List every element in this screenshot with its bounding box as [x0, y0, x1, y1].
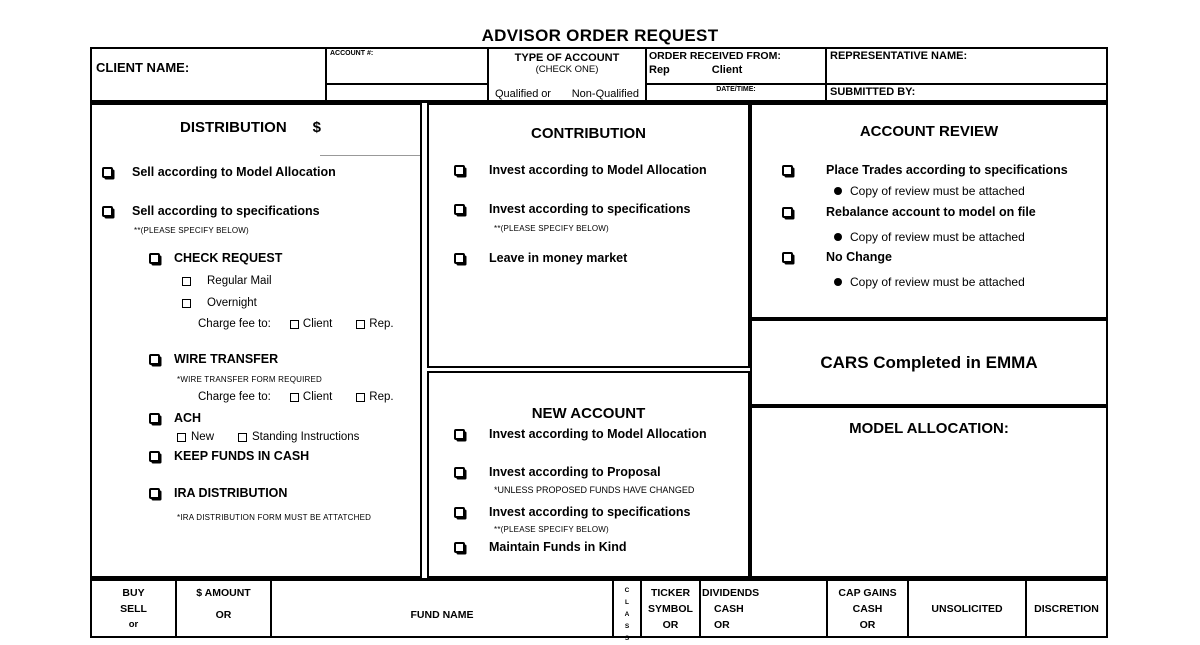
keep-funds-checkbox[interactable]	[149, 451, 160, 462]
client-name-cell[interactable]	[92, 49, 327, 100]
newacct-invest-specs-checkbox[interactable]	[454, 507, 465, 518]
charge-fee-label: Charge fee to:	[198, 318, 271, 330]
distribution-dollar-sign: $	[312, 119, 322, 136]
overnight-label: Overnight	[207, 297, 257, 309]
cap-gains-label: CAP GAINS	[838, 587, 897, 599]
newacct-invest-model-label: Invest according to Model Allocation	[489, 427, 707, 441]
bullet-icon	[834, 278, 842, 286]
keep-funds-label: KEEP FUNDS IN CASH	[174, 449, 310, 463]
submitted-by-label: SUBMITTED BY:	[830, 86, 916, 98]
unsolicited-label: UNSOLICITED	[931, 602, 1003, 615]
account-number-label: ACCOUNT #:	[330, 50, 374, 57]
regular-mail-label: Regular Mail	[207, 275, 272, 287]
buy-sell-column-header	[92, 581, 177, 636]
charge-rep-label: Rep.	[369, 318, 394, 330]
place-trades-label: Place Trades according to specifications	[826, 163, 1068, 177]
representative-name-label: REPRESENTATIVE NAME:	[830, 50, 968, 62]
charge-fee-label: Charge fee to:	[198, 391, 271, 403]
newacct-proposal-note: *UNLESS PROPOSED FUNDS HAVE CHANGED	[494, 485, 695, 495]
sell-specs-note: **(PLEASE SPECIFY BELOW)	[134, 226, 249, 235]
or-label: OR	[714, 619, 730, 631]
new-account-title: NEW ACCOUNT	[531, 405, 646, 422]
cash-label: CASH	[714, 603, 744, 615]
cars-section	[750, 319, 1108, 406]
overnight-checkbox[interactable]	[182, 299, 191, 308]
cell-divider	[827, 83, 1106, 85]
contrib-invest-model-checkbox[interactable]	[454, 165, 465, 176]
wire-transfer-note: *WIRE TRANSFER FORM REQUIRED	[177, 375, 323, 384]
contrib-money-market-label: Leave in money market	[489, 251, 628, 265]
newacct-invest-specs-label: Invest according to specifications	[489, 505, 691, 519]
or-label: OR	[215, 609, 232, 621]
qualified-option[interactable]: Qualified	[495, 88, 539, 100]
amount-column-header	[177, 581, 272, 636]
class-letter: L	[625, 599, 629, 606]
wire-charge-client-checkbox[interactable]	[290, 393, 299, 402]
contrib-money-market-checkbox[interactable]	[454, 253, 465, 264]
review-note: Copy of review must be attached	[850, 275, 1025, 289]
charge-rep-checkbox[interactable]	[356, 320, 365, 329]
ticker-column-header	[642, 581, 701, 636]
contrib-specs-note: **(PLEASE SPECIFY BELOW)	[494, 224, 609, 233]
representative-cell[interactable]	[827, 49, 1106, 100]
ach-label: ACH	[174, 411, 202, 425]
cell-divider	[327, 83, 487, 85]
newacct-invest-model-checkbox[interactable]	[454, 429, 465, 440]
check-one-label: (CHECK ONE)	[535, 64, 599, 75]
or-label: OR	[859, 619, 876, 631]
sell-model-checkbox[interactable]	[102, 167, 113, 178]
no-change-label: No Change	[826, 250, 892, 264]
fund-name-label: FUND NAME	[410, 609, 474, 621]
non-qualified-option[interactable]: Non-Qualified	[571, 88, 639, 100]
regular-mail-checkbox[interactable]	[182, 277, 191, 286]
class-column-header	[614, 581, 642, 642]
ira-distribution-checkbox[interactable]	[149, 488, 160, 499]
contribution-title: CONTRIBUTION	[531, 125, 646, 142]
newacct-maintain-funds-label: Maintain Funds in Kind	[489, 540, 627, 554]
or-label: or	[128, 619, 139, 630]
distribution-amount-line[interactable]	[320, 155, 420, 156]
account-review-title: ACCOUNT REVIEW	[859, 123, 999, 140]
client-name-label: CLIENT NAME:	[96, 60, 190, 75]
unsolicited-column-header	[909, 581, 1027, 636]
order-received-label: ORDER RECEIVED FROM:	[649, 50, 781, 62]
bullet-icon	[834, 233, 842, 241]
account-number-cell[interactable]	[327, 49, 489, 100]
type-of-account-cell	[489, 49, 647, 100]
ira-distribution-note: *IRA DISTRIBUTION FORM MUST BE ATTATCHED	[177, 513, 372, 522]
sell-label: SELL	[120, 603, 147, 615]
datetime-label: DATE/TIME:	[716, 86, 756, 93]
check-request-label: CHECK REQUEST	[174, 251, 283, 265]
wire-charge-rep-label: Rep.	[369, 391, 394, 403]
fund-name-column-header	[272, 581, 614, 636]
wire-transfer-label: WIRE TRANSFER	[174, 352, 279, 366]
page-title: ADVISOR ORDER REQUEST	[481, 26, 719, 45]
class-letter: C	[624, 587, 630, 594]
no-change-checkbox[interactable]	[782, 252, 793, 263]
charge-client-checkbox[interactable]	[290, 320, 299, 329]
ach-standing-label: Standing Instructions	[252, 431, 360, 443]
account-review-section	[750, 103, 1108, 319]
or-label: OR	[662, 619, 679, 631]
charge-client-label: Client	[302, 318, 333, 330]
newacct-maintain-funds-checkbox[interactable]	[454, 542, 465, 553]
model-allocation-label: MODEL ALLOCATION:	[849, 420, 1009, 437]
contrib-invest-model-label: Invest according to Model Allocation	[489, 163, 707, 177]
or-label: or	[541, 88, 551, 100]
contrib-invest-specs-checkbox[interactable]	[454, 204, 465, 215]
ach-new-checkbox[interactable]	[177, 433, 186, 442]
sell-model-label: Sell according to Model Allocation	[132, 165, 336, 179]
class-letter: S	[624, 635, 630, 642]
order-entry-table	[90, 578, 1108, 642]
contribution-section	[427, 103, 750, 368]
buy-label: BUY	[122, 587, 145, 599]
ach-standing-checkbox[interactable]	[238, 433, 247, 442]
symbol-label: SYMBOL	[648, 603, 693, 615]
rebalance-checkbox[interactable]	[782, 207, 793, 218]
cars-label: CARS Completed in EMMA	[820, 352, 1038, 372]
bullet-icon	[834, 187, 842, 195]
review-note: Copy of review must be attached	[850, 230, 1025, 244]
distribution-section	[90, 103, 422, 578]
newacct-specs-note: **(PLEASE SPECIFY BELOW)	[494, 525, 609, 534]
ira-distribution-label: IRA DISTRIBUTION	[174, 486, 288, 500]
ach-checkbox[interactable]	[149, 413, 160, 424]
place-trades-checkbox[interactable]	[782, 165, 793, 176]
rep-option[interactable]: Rep	[649, 64, 670, 76]
wire-charge-client-label: Client	[302, 391, 333, 403]
type-of-account-label: TYPE OF ACCOUNT	[514, 52, 620, 64]
sell-specs-label: Sell according to specifications	[132, 204, 320, 218]
new-account-section	[427, 371, 750, 578]
sell-specs-checkbox[interactable]	[102, 206, 113, 217]
newacct-invest-proposal-checkbox[interactable]	[454, 467, 465, 478]
wire-charge-rep-checkbox[interactable]	[356, 393, 365, 402]
discretion-column-header	[1027, 581, 1106, 636]
contrib-invest-specs-label: Invest according to specifications	[489, 202, 691, 216]
check-request-checkbox[interactable]	[149, 253, 160, 264]
newacct-invest-proposal-label: Invest according to Proposal	[489, 465, 661, 479]
model-allocation-section[interactable]	[750, 406, 1108, 578]
amount-label: $ AMOUNT	[196, 587, 251, 599]
class-letter: S	[624, 623, 630, 630]
cap-gains-column-header	[828, 581, 909, 636]
discretion-label: DISCRETION	[1034, 602, 1099, 615]
class-letter: A	[624, 611, 630, 618]
wire-transfer-checkbox[interactable]	[149, 354, 160, 365]
ticker-label: TICKER	[650, 587, 691, 599]
ach-new-label: New	[191, 431, 215, 443]
client-option[interactable]: Client	[711, 64, 743, 76]
cash-label: CASH	[852, 603, 883, 615]
order-received-cell	[647, 49, 827, 100]
header-table	[90, 47, 1108, 103]
review-note: Copy of review must be attached	[850, 184, 1025, 198]
distribution-title: DISTRIBUTION	[180, 119, 287, 136]
dividends-label: DIVIDENDS	[702, 587, 760, 599]
rebalance-label: Rebalance account to model on file	[826, 205, 1036, 219]
cell-divider	[647, 83, 825, 85]
dividends-column-header	[701, 581, 828, 636]
